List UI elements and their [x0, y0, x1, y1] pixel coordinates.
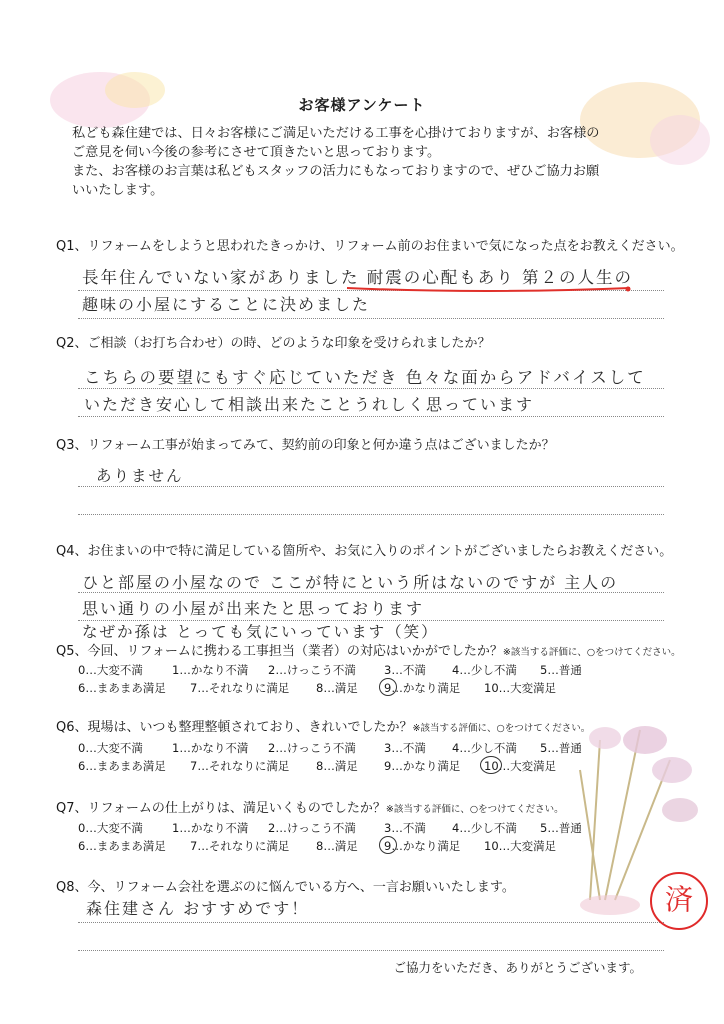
q7-option-0[interactable]: 0…大変不満 — [78, 821, 143, 835]
q4-answer-line-3: なぜか孫は とっても気にいっています（笑） — [82, 623, 439, 641]
q8-answer-line-1: 森住建さん おすすめです！ — [86, 899, 310, 918]
q5-note: ※該当する評価に、○をつけてください。 — [502, 647, 681, 658]
q6-note: ※該当する評価に、○をつけてください。 — [412, 723, 591, 734]
q7-option-7[interactable]: 7…それなりに満足 — [190, 839, 290, 853]
q1-answer-line-1: 長年住んでいない家がありました 耐震の心配もあり 第２の人生の — [82, 268, 633, 287]
answer-line — [78, 514, 664, 515]
q6-option-0[interactable]: 0…大変不満 — [78, 741, 143, 755]
q5-option-6[interactable]: 6…まあまあ満足 — [78, 681, 166, 695]
q6-option-10[interactable]: 10…大変満足 — [484, 759, 557, 773]
q5-option-7[interactable]: 7…それなりに満足 — [190, 681, 290, 695]
q2-answer-line-2: いただき安心して相談出来たことうれしく思っています — [84, 395, 535, 414]
answer-line — [78, 388, 664, 389]
q7-option-2[interactable]: 2…けっこう不満 — [268, 821, 356, 835]
answer-line — [78, 486, 664, 487]
q6-option-3[interactable]: 3…不満 — [384, 741, 426, 755]
q4-question: Q4、お住まいの中で特に満足している箇所や、お気に入りのポイントがございましたらお教えください。 — [56, 544, 673, 559]
completed-stamp: 済 — [650, 872, 708, 930]
red-underline — [345, 282, 635, 296]
q7-note: ※該当する評価に、○をつけてください。 — [385, 804, 564, 815]
q5-option-10[interactable]: 10…大変満足 — [484, 681, 557, 695]
q3-answer-line-1: ありません — [96, 467, 184, 485]
q5-question-text: Q5、今回、リフォームに携わる工事担当（業者）の対応はいかがでしたか？ — [56, 644, 503, 659]
q7-option-10[interactable]: 10…大変満足 — [484, 839, 557, 853]
q6-option-5[interactable]: 5…普通 — [540, 741, 582, 755]
q6-option-1[interactable]: 1…かなり不満 — [172, 741, 249, 755]
q4-answer-line-2: 思い通りの小屋が出来たと思っております — [82, 599, 425, 618]
intro-line-3: また、お客様のお言葉は私どもスタッフの活力にもなっておりますので、ぜひご協力お願 — [72, 164, 600, 179]
thank-you-footer: ご協力をいただき、ありがとうございます。 — [393, 960, 642, 975]
q7-option-1[interactable]: 1…かなり不満 — [172, 821, 249, 835]
q4-answer-line-1: ひと部屋の小屋なので ここが特にという所はないのですが 主人の — [82, 573, 619, 592]
answer-line — [78, 416, 664, 417]
q7-option-8[interactable]: 8…満足 — [316, 839, 358, 853]
intro-line-4: いいたします。 — [72, 183, 164, 198]
q7-question — [56, 797, 564, 816]
q5-question — [56, 640, 681, 659]
q1-answer-line-2: 趣味の小屋にすることに決めました — [82, 295, 371, 314]
q1-question: Q1、リフォームをしようと思われたきっかけ、リフォーム前のお住まいで気になった点をお教えください。 — [56, 239, 684, 254]
q7-option-6[interactable]: 6…まあまあ満足 — [78, 839, 166, 853]
q6-option-2[interactable]: 2…けっこう不満 — [268, 741, 356, 755]
q7-option-4[interactable]: 4…少し不満 — [452, 821, 517, 835]
q5-option-9[interactable]: 9…かなり満足 — [384, 681, 461, 695]
q6-option-7[interactable]: 7…それなりに満足 — [190, 759, 290, 773]
q8-question: Q8、今、リフォーム会社を選ぶのに悩んでいる方へ、一言お願いいたします。 — [56, 880, 515, 895]
q6-option-4[interactable]: 4…少し不満 — [452, 741, 517, 755]
q6-option-6[interactable]: 6…まあまあ満足 — [78, 759, 166, 773]
q6-option-9[interactable]: 9…かなり満足 — [384, 759, 461, 773]
q7-question-text: Q7、リフォームの仕上がりは、満足いくものでしたか？ — [56, 801, 386, 816]
q5-option-3[interactable]: 3…不満 — [384, 663, 426, 677]
q6-question-text: Q6、現場は、いつも整理整頓されており、きれいでしたか？ — [56, 720, 413, 735]
q5-option-0[interactable]: 0…大変不満 — [78, 663, 143, 677]
q7-option-9[interactable]: 9…かなり満足 — [384, 839, 461, 853]
intro-line-1: 私ども森住建では、日々お客様にご満足いただける工事を心掛けておりますが、お客様の — [72, 126, 600, 141]
q6-option-8[interactable]: 8…満足 — [316, 759, 358, 773]
q5-option-1[interactable]: 1…かなり不満 — [172, 663, 249, 677]
answer-line — [78, 950, 664, 951]
survey-title: お客様アンケート — [298, 96, 426, 114]
q6-selected-circle — [480, 756, 502, 774]
q7-option-3[interactable]: 3…不満 — [384, 821, 426, 835]
intro-line-2: ご意見を伺い今後の参考にさせて頂きたいと思っております。 — [72, 145, 441, 160]
q5-selected-circle — [379, 678, 397, 696]
q2-answer-line-1: こちらの要望にもすぐ応じていただき 色々な面からアドバイスして — [84, 368, 646, 387]
q3-question: Q3、リフォーム工事が始まってみて、契約前の印象と何か違う点はございましたか？ — [56, 438, 555, 453]
answer-line — [78, 318, 664, 319]
answer-line — [78, 922, 664, 923]
q5-option-5[interactable]: 5…普通 — [540, 663, 582, 677]
q7-selected-circle — [379, 836, 397, 854]
q2-question: Q2、ご相談（お打ち合わせ）の時、どのような印象を受けられましたか？ — [56, 336, 491, 351]
q5-option-2[interactable]: 2…けっこう不満 — [268, 663, 356, 677]
q6-question — [56, 716, 590, 735]
q5-option-4[interactable]: 4…少し不満 — [452, 663, 517, 677]
q5-option-8[interactable]: 8…満足 — [316, 681, 358, 695]
q7-option-5[interactable]: 5…普通 — [540, 821, 582, 835]
